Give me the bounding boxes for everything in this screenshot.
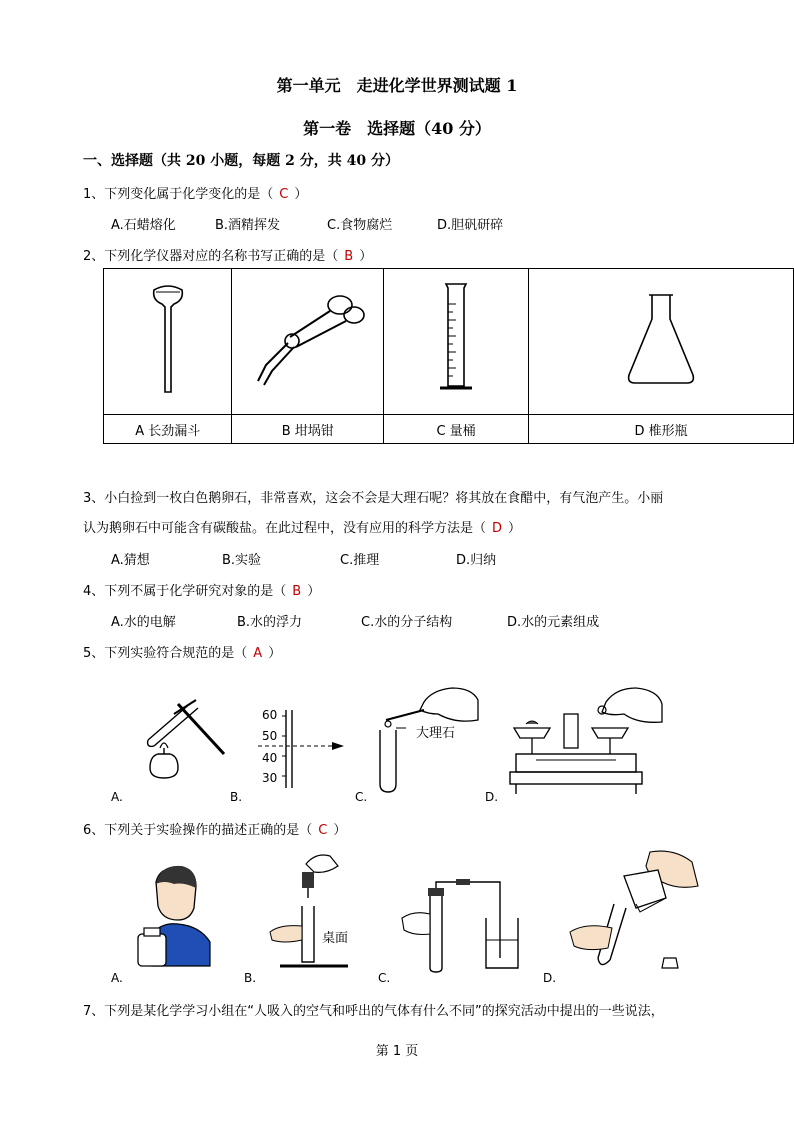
section-heading: 一、选择题（共 20 小题，每题 2 分，共 40 分） xyxy=(83,153,399,169)
caption-a: A 长劲漏斗 xyxy=(104,415,232,444)
question-3-line-1: 3、小白捡到一枚白色鹅卵石，非常喜欢，这会不会是大理石呢？将其放在食醋中，有气泡产生。小丽 xyxy=(83,491,664,506)
figure-label-d: D. xyxy=(543,971,557,985)
tick-50: 50 xyxy=(262,729,278,743)
option-a: A.猜想 xyxy=(111,553,150,568)
tongs-cell xyxy=(232,269,384,415)
figure-label-a: A. xyxy=(111,971,123,985)
option-d: D.水的元素组成 xyxy=(507,615,600,630)
answer-mark: B xyxy=(344,249,354,264)
option-c: C.水的分子结构 xyxy=(361,615,453,630)
airtightness-check-icon xyxy=(400,878,530,974)
option-c: C.推理 xyxy=(340,553,380,568)
desk-label: 桌面 xyxy=(322,931,349,946)
question-5: 5、下列实验符合规范的是（ A ） xyxy=(83,646,282,661)
question-stem: 5、下列实验符合规范的是（ xyxy=(83,646,248,661)
question-stem: 6、下列关于实验操作的描述正确的是（ xyxy=(83,823,313,838)
question-1: 1、下列变化属于化学变化的是（ C ） xyxy=(83,187,308,202)
caption-d: D 椎形瓶 xyxy=(529,415,794,444)
caption-b: B 坩埚钳 xyxy=(232,415,384,444)
question-2: 2、下列化学仪器对应的名称书写正确的是（ B ） xyxy=(83,249,373,264)
question-3-line-2: 认为鹅卵石中可能含有碳酸盐。在此过程中，没有应用的科学方法是（ D ） xyxy=(83,521,522,536)
figure-label-b: B. xyxy=(230,790,243,804)
option-d: D.归纳 xyxy=(456,553,497,568)
instrument-table xyxy=(103,268,794,444)
answer-mark: C xyxy=(318,823,328,838)
answer-mark: A xyxy=(253,646,263,661)
option-d: D.胆矾研碎 xyxy=(437,218,504,233)
answer-mark: B xyxy=(292,584,302,599)
question-6: 6、下列关于实验操作的描述正确的是（ C ） xyxy=(83,823,347,838)
figure-label-d: D. xyxy=(485,790,499,804)
tick-40: 40 xyxy=(262,751,278,765)
balance-weighing-icon xyxy=(506,684,666,799)
tick-30: 30 xyxy=(262,771,278,785)
question-stem: 2、下列化学仪器对应的名称书写正确的是（ xyxy=(83,249,339,264)
marble-label: 大理石 xyxy=(416,726,456,741)
page-number: 第 1 页 xyxy=(375,1044,419,1059)
answer-mark: C xyxy=(279,187,289,202)
heating-test-tube-icon xyxy=(120,690,230,790)
page-subtitle: 第一卷 选择题（40 分） xyxy=(303,119,491,138)
pouring-liquid-icon xyxy=(566,848,702,978)
funnel-cell xyxy=(104,269,232,415)
long-neck-funnel-icon xyxy=(138,280,198,400)
question-stem: 1、下列变化属于化学变化的是（ xyxy=(83,187,274,202)
flask-cell xyxy=(529,269,794,415)
option-b: B.酒精挥发 xyxy=(215,218,281,233)
answer-mark: D xyxy=(492,521,503,536)
option-a: A.水的电解 xyxy=(111,615,176,630)
cylinder-cell xyxy=(384,269,529,415)
conical-flask-icon xyxy=(621,285,701,395)
smelling-gas-boy-icon xyxy=(134,862,214,968)
question-4: 4、下列不属于化学研究对象的是（ B ） xyxy=(83,584,321,599)
crucible-tongs-icon xyxy=(248,285,368,395)
caption-c: C 量桶 xyxy=(384,415,529,444)
page-title: 第一单元 走进化学世界测试题 1 xyxy=(276,76,518,95)
dropper-over-tube-icon xyxy=(266,850,356,974)
question-stem: 4、下列不属于化学研究对象的是（ xyxy=(83,584,287,599)
figure-label-b: B. xyxy=(244,971,257,985)
figure-label-c: C. xyxy=(355,790,368,804)
option-b: B.实验 xyxy=(222,553,262,568)
option-b: B.水的浮力 xyxy=(237,615,303,630)
tick-60: 60 xyxy=(262,708,278,722)
graduated-cylinder-icon xyxy=(426,280,486,400)
question-7: 7、下列是某化学学习小组在“人吸入的空气和呼出的气体有什么不同”的探究活动中提出的一些说法， xyxy=(83,1004,664,1019)
option-a: A.石蜡熔化 xyxy=(111,218,176,233)
figure-label-a: A. xyxy=(111,790,123,804)
figure-label-c: C. xyxy=(378,971,391,985)
option-c: C.食物腐烂 xyxy=(327,218,393,233)
